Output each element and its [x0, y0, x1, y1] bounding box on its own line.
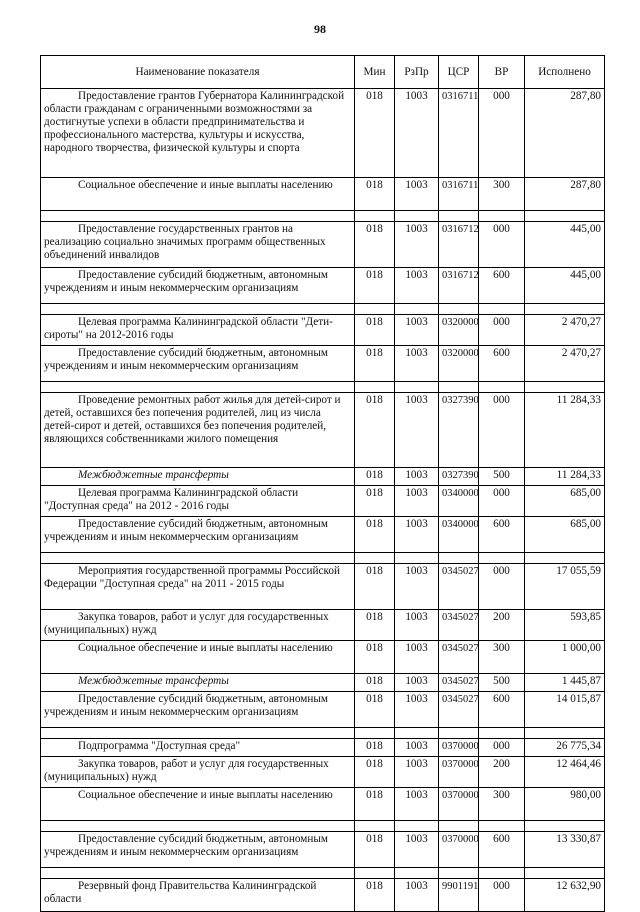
row-name-cell: Резервный фонд Правительства Калининградской области — [41, 879, 355, 912]
table-row — [41, 468, 605, 486]
row-min-cell: 018 — [355, 641, 395, 674]
table-row — [41, 610, 605, 641]
row-csr-cell: 0340000 — [439, 517, 479, 553]
row-name-cell: Социальное обеспечение и иные выплаты населению — [41, 178, 355, 211]
row-name-cell: Предоставление субсидий бюджетным, автономным учреждениям и иным некоммерческим организациям — [41, 692, 355, 728]
row-min-cell: 018 — [355, 268, 395, 304]
row-vr-cell: 000 — [479, 315, 525, 346]
spacer-cell — [395, 728, 439, 739]
spacer-row — [41, 553, 605, 564]
row-rzpr-cell: 1003 — [395, 879, 439, 912]
row-name-cell: Межбюджетные трансферты — [41, 468, 355, 486]
row-rzpr-cell: 1003 — [395, 517, 439, 553]
header-amount: Исполнено — [525, 56, 605, 89]
spacer-cell — [355, 553, 395, 564]
row-vr-cell: 600 — [479, 517, 525, 553]
row-vr-cell: 300 — [479, 788, 525, 821]
spacer-cell — [41, 728, 355, 739]
row-vr-cell: 600 — [479, 832, 525, 868]
spacer-cell — [355, 211, 395, 222]
row-rzpr-cell: 1003 — [395, 315, 439, 346]
row-vr-cell: 200 — [479, 610, 525, 641]
spacer-cell — [395, 821, 439, 832]
row-vr-cell: 600 — [479, 268, 525, 304]
row-amount-cell: 685,00 — [525, 486, 605, 517]
row-vr-cell: 000 — [479, 393, 525, 468]
header-csr: ЦСР — [439, 56, 479, 89]
row-min-cell: 018 — [355, 674, 395, 692]
row-amount-cell: 980,00 — [525, 788, 605, 821]
row-csr-cell: 0370000 — [439, 788, 479, 821]
spacer-cell — [525, 821, 605, 832]
row-amount-cell: 287,80 — [525, 178, 605, 211]
row-amount-cell: 593,85 — [525, 610, 605, 641]
row-rzpr-cell: 1003 — [395, 674, 439, 692]
spacer-cell — [479, 868, 525, 879]
table-row — [41, 178, 605, 211]
row-name-cell: Предоставление грантов Губернатора Калининградской области гражданам с ограниченными возможностями за достигнутые успехи в области предпринимательства и профессионального мастерства, культуры и искусства, народного творчества, физической культуры и спорта — [41, 89, 355, 178]
row-min-cell: 018 — [355, 315, 395, 346]
spacer-cell — [395, 868, 439, 879]
row-vr-cell: 000 — [479, 222, 525, 268]
row-vr-cell: 000 — [479, 879, 525, 912]
header-min: Мин — [355, 56, 395, 89]
spacer-cell — [479, 821, 525, 832]
row-csr-cell: 0320000 — [439, 315, 479, 346]
spacer-cell — [439, 553, 479, 564]
row-name-cell: Проведение ремонтных работ жилья для детей-сирот и детей, оставшихся без попечения родителей, лиц из числа детей-сирот и детей, оставшихся без попечения родителей, являющихся собственниками жилого помещения — [41, 393, 355, 468]
table-row — [41, 393, 605, 468]
row-amount-cell: 1 000,00 — [525, 641, 605, 674]
row-amount-cell: 11 284,33 — [525, 393, 605, 468]
table-row — [41, 315, 605, 346]
row-rzpr-cell: 1003 — [395, 486, 439, 517]
spacer-cell — [395, 304, 439, 315]
row-rzpr-cell: 1003 — [395, 788, 439, 821]
row-name-cell: Предоставление субсидий бюджетным, автономным учреждениям и иным некоммерческим организациям — [41, 346, 355, 382]
row-csr-cell: 9901191 — [439, 879, 479, 912]
row-csr-cell: 0316712 — [439, 222, 479, 268]
spacer-row — [41, 382, 605, 393]
spacer-cell — [355, 382, 395, 393]
row-name-cell: Предоставление субсидий бюджетным, автономным учреждениям и иным некоммерческим организациям — [41, 832, 355, 868]
row-vr-cell: 200 — [479, 757, 525, 788]
spacer-cell — [395, 211, 439, 222]
table-row — [41, 346, 605, 382]
page-number: 98 — [314, 22, 326, 36]
row-min-cell: 018 — [355, 393, 395, 468]
row-rzpr-cell: 1003 — [395, 346, 439, 382]
header-rzpr: РзПр — [395, 56, 439, 89]
table-row — [41, 517, 605, 553]
table-row — [41, 788, 605, 821]
spacer-cell — [479, 728, 525, 739]
row-name-cell: Межбюджетные трансферты — [41, 674, 355, 692]
table-row — [41, 739, 605, 757]
row-rzpr-cell: 1003 — [395, 178, 439, 211]
row-name-cell: Социальное обеспечение и иные выплаты населению — [41, 788, 355, 821]
row-amount-cell: 12 632,90 — [525, 879, 605, 912]
row-rzpr-cell: 1003 — [395, 268, 439, 304]
spacer-row — [41, 304, 605, 315]
row-rzpr-cell: 1003 — [395, 692, 439, 728]
row-min-cell: 018 — [355, 564, 395, 610]
row-csr-cell: 0316712 — [439, 268, 479, 304]
row-csr-cell: 0345027 — [439, 692, 479, 728]
row-amount-cell: 685,00 — [525, 517, 605, 553]
row-amount-cell: 17 055,59 — [525, 564, 605, 610]
spacer-cell — [525, 728, 605, 739]
spacer-row — [41, 211, 605, 222]
row-vr-cell: 500 — [479, 468, 525, 486]
spacer-cell — [41, 304, 355, 315]
row-min-cell: 018 — [355, 89, 395, 178]
spacer-cell — [439, 304, 479, 315]
row-min-cell: 018 — [355, 832, 395, 868]
row-rzpr-cell: 1003 — [395, 739, 439, 757]
row-amount-cell: 12 464,46 — [525, 757, 605, 788]
row-csr-cell: 0316711 — [439, 89, 479, 178]
row-min-cell: 018 — [355, 879, 395, 912]
table-row — [41, 222, 605, 268]
row-vr-cell: 000 — [479, 564, 525, 610]
row-name-cell: Закупка товаров, работ и услуг для государственных (муниципальных) нужд — [41, 610, 355, 641]
row-min-cell: 018 — [355, 468, 395, 486]
row-csr-cell: 0327390 — [439, 393, 479, 468]
spacer-cell — [439, 821, 479, 832]
spacer-cell — [355, 821, 395, 832]
row-csr-cell: 0370000 — [439, 832, 479, 868]
row-rzpr-cell: 1003 — [395, 564, 439, 610]
row-vr-cell: 600 — [479, 692, 525, 728]
row-name-cell: Мероприятия государственной программы Российской Федерации "Доступная среда" на 2011 - 2015 годы — [41, 564, 355, 610]
row-name-cell: Целевая программа Калининградской области "Дети-сироты" на 2012-2016 годы — [41, 315, 355, 346]
spacer-cell — [525, 304, 605, 315]
budget-table — [40, 55, 605, 912]
row-min-cell: 018 — [355, 610, 395, 641]
row-amount-cell: 13 330,87 — [525, 832, 605, 868]
row-csr-cell: 0327390 — [439, 468, 479, 486]
spacer-cell — [439, 868, 479, 879]
row-vr-cell: 500 — [479, 674, 525, 692]
row-amount-cell: 287,80 — [525, 89, 605, 178]
row-csr-cell: 0320000 — [439, 346, 479, 382]
row-amount-cell: 11 284,33 — [525, 468, 605, 486]
header-name: Наименование показателя — [41, 56, 355, 89]
spacer-cell — [479, 553, 525, 564]
row-rzpr-cell: 1003 — [395, 757, 439, 788]
table-row — [41, 268, 605, 304]
row-rzpr-cell: 1003 — [395, 832, 439, 868]
spacer-cell — [41, 211, 355, 222]
spacer-cell — [355, 728, 395, 739]
row-csr-cell: 0316711 — [439, 178, 479, 211]
row-min-cell: 018 — [355, 739, 395, 757]
row-csr-cell: 0345027 — [439, 641, 479, 674]
spacer-cell — [395, 553, 439, 564]
spacer-cell — [41, 553, 355, 564]
spacer-cell — [355, 304, 395, 315]
row-name-cell: Закупка товаров, работ и услуг для государственных (муниципальных) нужд — [41, 757, 355, 788]
row-min-cell: 018 — [355, 346, 395, 382]
spacer-cell — [439, 211, 479, 222]
spacer-cell — [41, 868, 355, 879]
table-row — [41, 757, 605, 788]
row-vr-cell: 300 — [479, 178, 525, 211]
row-rzpr-cell: 1003 — [395, 468, 439, 486]
row-vr-cell: 600 — [479, 346, 525, 382]
row-csr-cell: 0345027 — [439, 610, 479, 641]
spacer-row — [41, 728, 605, 739]
spacer-row — [41, 821, 605, 832]
row-csr-cell: 0345027 — [439, 674, 479, 692]
spacer-cell — [479, 211, 525, 222]
row-amount-cell: 445,00 — [525, 222, 605, 268]
row-name-cell: Подпрограмма "Доступная среда" — [41, 739, 355, 757]
table-row — [41, 564, 605, 610]
row-vr-cell: 000 — [479, 89, 525, 178]
row-rzpr-cell: 1003 — [395, 222, 439, 268]
row-min-cell: 018 — [355, 788, 395, 821]
table-row — [41, 674, 605, 692]
spacer-cell — [439, 382, 479, 393]
spacer-cell — [525, 553, 605, 564]
row-amount-cell: 26 775,34 — [525, 739, 605, 757]
spacer-cell — [525, 211, 605, 222]
row-min-cell: 018 — [355, 178, 395, 211]
spacer-cell — [395, 382, 439, 393]
row-name-cell: Предоставление субсидий бюджетным, автономным учреждениям и иным некоммерческим организациям — [41, 517, 355, 553]
table-row — [41, 486, 605, 517]
table-row — [41, 692, 605, 728]
row-name-cell: Социальное обеспечение и иные выплаты населению — [41, 641, 355, 674]
row-csr-cell: 0370000 — [439, 739, 479, 757]
row-min-cell: 018 — [355, 517, 395, 553]
spacer-cell — [439, 728, 479, 739]
row-vr-cell: 000 — [479, 739, 525, 757]
table-row — [41, 879, 605, 912]
spacer-cell — [355, 868, 395, 879]
row-amount-cell: 1 445,87 — [525, 674, 605, 692]
row-vr-cell: 300 — [479, 641, 525, 674]
spacer-cell — [479, 304, 525, 315]
row-min-cell: 018 — [355, 692, 395, 728]
row-rzpr-cell: 1003 — [395, 89, 439, 178]
table-row — [41, 832, 605, 868]
row-rzpr-cell: 1003 — [395, 610, 439, 641]
table-row — [41, 89, 605, 178]
row-rzpr-cell: 1003 — [395, 641, 439, 674]
header-vr: ВР — [479, 56, 525, 89]
row-amount-cell: 2 470,27 — [525, 346, 605, 382]
spacer-cell — [525, 868, 605, 879]
row-name-cell: Целевая программа Калининградской области "Доступная среда" на 2012 - 2016 годы — [41, 486, 355, 517]
row-min-cell: 018 — [355, 486, 395, 517]
row-name-cell: Предоставление государственных грантов на реализацию социально значимых программ общественных объединений инвалидов — [41, 222, 355, 268]
row-vr-cell: 000 — [479, 486, 525, 517]
row-amount-cell: 14 015,87 — [525, 692, 605, 728]
spacer-cell — [41, 821, 355, 832]
spacer-cell — [41, 382, 355, 393]
table-row — [41, 641, 605, 674]
row-csr-cell: 0370000 — [439, 757, 479, 788]
row-csr-cell: 0340000 — [439, 486, 479, 517]
row-rzpr-cell: 1003 — [395, 393, 439, 468]
row-min-cell: 018 — [355, 757, 395, 788]
row-amount-cell: 445,00 — [525, 268, 605, 304]
row-min-cell: 018 — [355, 222, 395, 268]
table-header-row — [41, 56, 605, 89]
spacer-row — [41, 868, 605, 879]
spacer-cell — [479, 382, 525, 393]
spacer-cell — [525, 382, 605, 393]
row-amount-cell: 2 470,27 — [525, 315, 605, 346]
row-csr-cell: 0345027 — [439, 564, 479, 610]
row-name-cell: Предоставление субсидий бюджетным, автономным учреждениям и иным некоммерческим организациям — [41, 268, 355, 304]
table-body — [41, 89, 605, 912]
